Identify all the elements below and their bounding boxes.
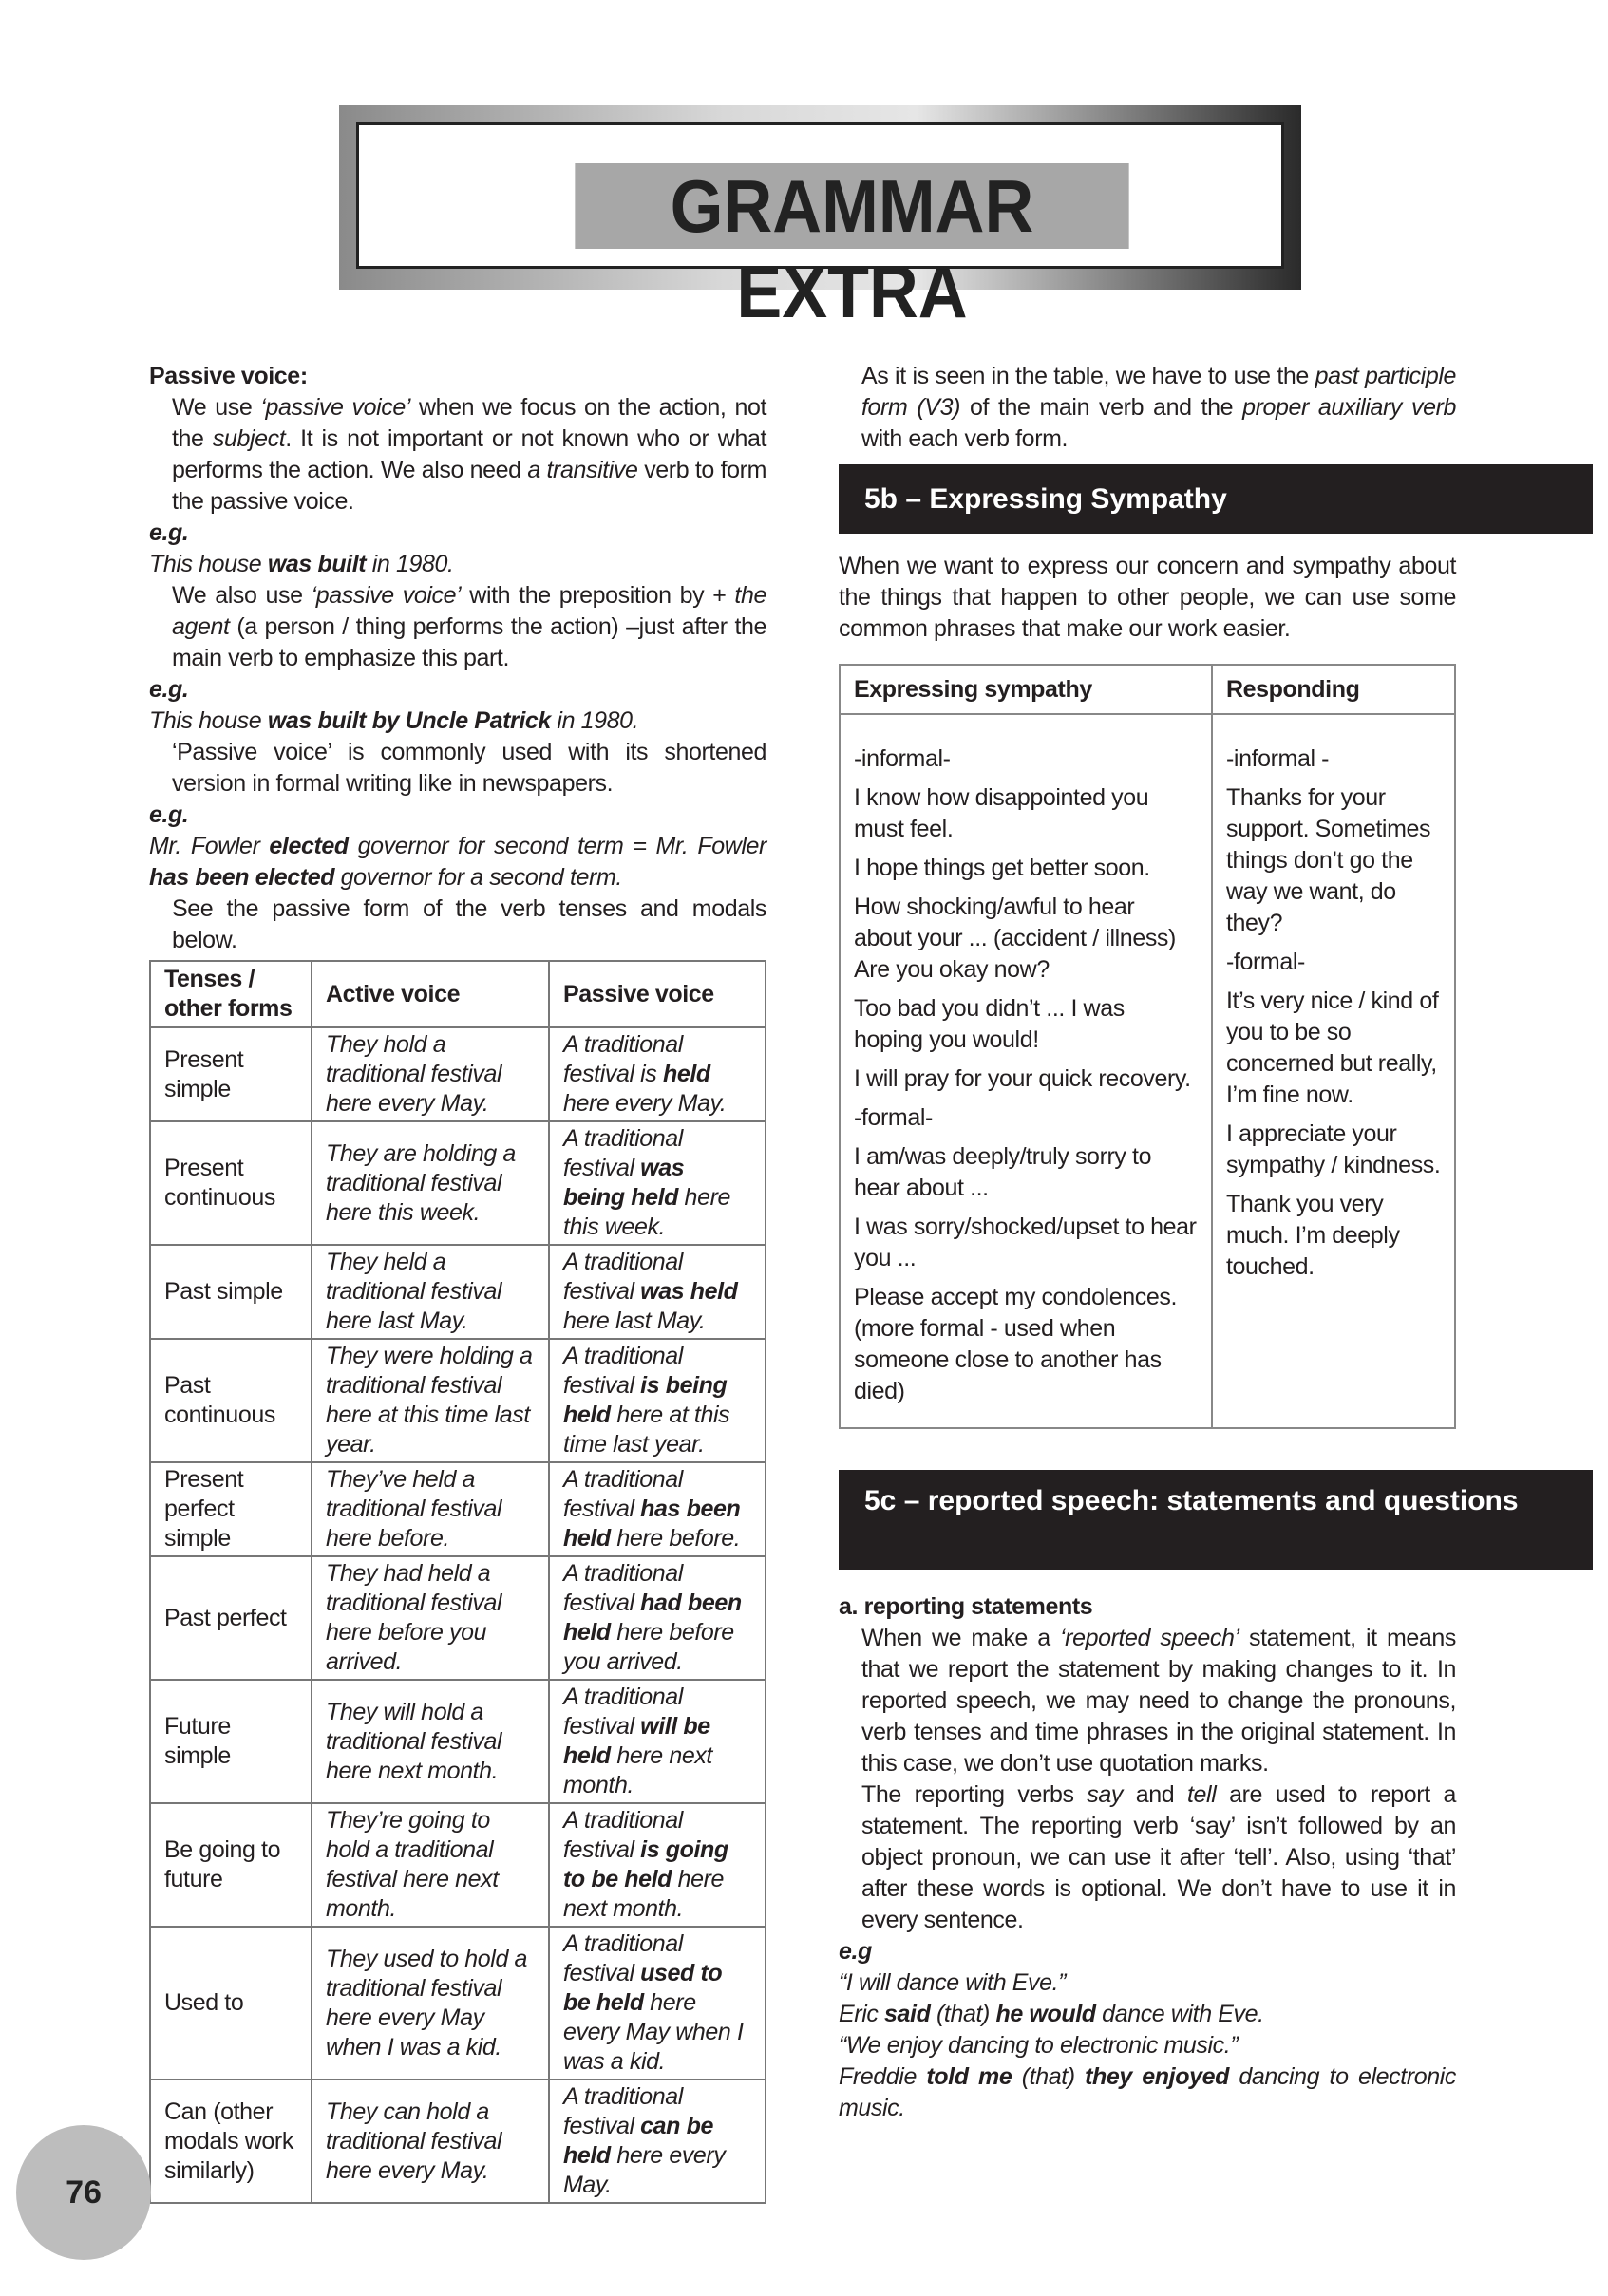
active-voice-cell: They had held a traditional festival here before you arrived.: [312, 1556, 549, 1680]
active-voice-cell: They used to hold a traditional festival here every May when I was a kid.: [312, 1927, 549, 2080]
text-run: will be held: [563, 1713, 710, 1769]
text-run: told me: [926, 2063, 1012, 2090]
text-run: here before you arrived.: [563, 1619, 734, 1675]
text-run: proper auxiliary verb: [1242, 394, 1456, 421]
text-run: A traditional festival: [563, 1466, 683, 1522]
page-number: 76: [16, 2125, 151, 2260]
text-run: here every May.: [563, 1090, 727, 1117]
text-run: e.g.: [149, 801, 189, 828]
phrase-item: It’s very nice / kind of you to be so concerned but really, I’m fine now.: [1226, 988, 1439, 1108]
text-run: held: [662, 1061, 710, 1087]
text-run: ‘reported speech’: [1059, 1625, 1239, 1651]
table-row: [150, 1339, 766, 1462]
text-run: dancing to electronic music.: [839, 2063, 1457, 2121]
text-run: elected: [269, 833, 349, 859]
text-run: A traditional festival: [563, 1249, 683, 1305]
text-run: A traditional festival: [563, 1930, 683, 1986]
text-run: (that): [930, 2001, 996, 2027]
text-run: was being held: [563, 1155, 685, 1211]
tense-cell: Present perfect simple: [150, 1462, 312, 1556]
text-run: a transitive: [527, 457, 638, 483]
text-run: verb to form the passive voice.: [172, 457, 766, 515]
passive-voice-cell: [549, 1556, 766, 1680]
text-run: was held: [640, 1278, 738, 1305]
text-run: e.g.: [149, 519, 189, 546]
active-voice-cell: They held a traditional festival here last May.: [312, 1245, 549, 1339]
text-run: was built: [267, 551, 367, 577]
text-run: . It is not important or not known who or what performs the action. We also need: [172, 425, 767, 483]
text-run: e.g.: [149, 676, 189, 703]
text-run: here every May when I was a kid.: [563, 1989, 744, 2075]
text-run: governor for a second term.: [334, 864, 622, 891]
example-label: [839, 1936, 1456, 1967]
phrase-item: Too bad you didn’t ... I was hoping you would!: [854, 995, 1125, 1053]
text-run: with each verb form.: [861, 425, 1069, 452]
text-run: in 1980.: [550, 707, 639, 734]
text-run: used to be held: [563, 1960, 723, 2016]
text-run: here next month.: [563, 1866, 725, 1922]
section-5c-body: [839, 1591, 1456, 2124]
tense-cell: Can (other modals work similarly): [150, 2080, 312, 2203]
text-run: here this week.: [563, 1184, 730, 1240]
table-row: [150, 1803, 766, 1927]
header-banner: [339, 105, 1301, 333]
text-run: ‘passive voice’: [260, 394, 410, 421]
text-run: said: [884, 2001, 931, 2027]
text-run: here at this time last year.: [563, 1402, 730, 1458]
passive-voice-cell: [549, 1027, 766, 1121]
tense-cell: Past perfect: [150, 1556, 312, 1680]
paragraph: [839, 1999, 1456, 2030]
text-run: governor for second term = Mr. Fowler: [348, 833, 766, 859]
text-run: the agent: [172, 582, 766, 640]
text-run: when we focus on the action, not the: [172, 394, 767, 452]
passive-voice-cell: [549, 1121, 766, 1245]
passive-voice-cell: [549, 1462, 766, 1556]
active-voice-cell: They’re going to hold a traditional festival here next month.: [312, 1803, 549, 1927]
text-run: dance with Eve.: [1095, 2001, 1264, 2027]
paragraph: [149, 392, 766, 518]
responding-phrases-cell: [1212, 714, 1455, 1428]
text-run: A traditional festival is: [563, 1031, 683, 1087]
text-run: was built by Uncle Patrick: [267, 707, 551, 734]
text-run: The reporting verbs: [861, 1781, 1088, 1808]
text-run: Eric: [839, 2001, 885, 2027]
example-label: [149, 674, 766, 706]
text-run: with the preposition by +: [461, 582, 735, 609]
tense-cell: Past continuous: [150, 1339, 312, 1462]
paragraph: [839, 2030, 1456, 2061]
column-header: Active voice: [312, 961, 549, 1027]
subsection-heading: a. reporting statements: [839, 1593, 1093, 1620]
text-run: e.g: [839, 1938, 872, 1965]
section-heading: Passive voice:: [149, 363, 308, 389]
active-voice-cell: They will hold a traditional festival here next month.: [312, 1680, 549, 1803]
text-run: in 1980.: [366, 551, 454, 577]
paragraph: [839, 1623, 1456, 1779]
active-voice-cell: They are holding a traditional festival here this week.: [312, 1121, 549, 1245]
passive-voice-section: [149, 361, 766, 956]
tense-cell: Future simple: [150, 1680, 312, 1803]
section-5c-heading: 5c – reported speech: statements and questions: [839, 1470, 1593, 1570]
text-run: here every May.: [563, 2142, 726, 2198]
passive-voice-cell: [549, 1927, 766, 2080]
table-row: [150, 1027, 766, 1121]
section-5b-text: When we want to express our concern and sympathy about the things that happen to other people, we can use some common phrases that make our work easier.: [839, 553, 1456, 642]
paragraph: [149, 580, 766, 674]
paragraph: [149, 549, 766, 580]
reported-speech-paragraphs: [839, 1623, 1456, 2124]
text-run: had been held: [563, 1590, 742, 1646]
intro-paragraph: [839, 361, 1456, 455]
column-header: Passive voice: [549, 961, 766, 1027]
paragraph: [149, 706, 766, 737]
phrase-item: I am/was deeply/truly sorry to hear about ...: [854, 1143, 1152, 1201]
table-row: [150, 1680, 766, 1803]
text-run: has been held: [563, 1496, 741, 1552]
text-run: he would: [995, 2001, 1096, 2027]
page-title: GRAMMAR EXTRA: [575, 163, 1128, 249]
text-run: A traditional festival: [563, 1807, 683, 1863]
paragraph: [839, 1779, 1456, 1936]
tense-cell: Past simple: [150, 1245, 312, 1339]
text-run: Mr. Fowler: [149, 833, 270, 859]
text-run: subject: [212, 425, 286, 452]
passive-voice-table: [149, 960, 766, 2204]
text-run: is going to be held: [563, 1836, 728, 1892]
text-run: We use: [172, 394, 261, 421]
passive-voice-cell: [549, 1339, 766, 1462]
passive-voice-cell: [549, 1680, 766, 1803]
passive-voice-cell: [549, 1245, 766, 1339]
text-run: ‘passive voice’: [311, 582, 462, 609]
passive-voice-cell: [549, 1803, 766, 1927]
text-run: A traditional festival: [563, 1125, 683, 1181]
text-run: A traditional festival: [563, 1560, 683, 1616]
active-voice-cell: They’ve held a traditional festival here before.: [312, 1462, 549, 1556]
phrase-item: Thank you very much. I’m deeply touched.: [1226, 1191, 1400, 1280]
passive-voice-cell: [549, 2080, 766, 2203]
right-column-intro: [839, 361, 1456, 455]
text-run: When we make a: [861, 1625, 1060, 1651]
text-run: (that): [1012, 2063, 1086, 2090]
phrase-item: I appreciate your sympathy / kindness.: [1226, 1120, 1441, 1178]
paragraph: [149, 831, 766, 894]
phrase-item: I know how disappointed you must feel.: [854, 784, 1149, 842]
tense-cell: Be going to future: [150, 1803, 312, 1927]
text-run: A traditional festival: [563, 1343, 683, 1399]
tense-cell: Present continuous: [150, 1121, 312, 1245]
table-row: [150, 2080, 766, 2203]
section-5b-text-block: [839, 551, 1456, 645]
column-header: Expressing sympathy: [840, 665, 1212, 714]
text-run: (a person / thing performs the action) –just after the main verb to emphasize this part.: [172, 613, 766, 671]
text-run: See the passive form of the verb tenses and modals below.: [172, 895, 766, 953]
sympathy-table: [839, 664, 1456, 1429]
phrase-item: Thanks for your support. Sometimes things don’t go the way we want, do they?: [1226, 784, 1431, 936]
text-run: of the main verb and the: [960, 394, 1243, 421]
header-frame: [356, 122, 1284, 333]
table-row: [150, 1462, 766, 1556]
phrase-item: -formal-: [854, 1104, 933, 1131]
text-run: “I will dance with Eve.”: [839, 1969, 1067, 1996]
phrase-item: I was sorry/shocked/upset to hear you ...: [854, 1214, 1197, 1271]
text-run: tell: [1186, 1781, 1217, 1808]
text-run: is being held: [563, 1372, 728, 1428]
text-run: statement, it means that we report the statement by making changes to it. In reported speech, we may need to change the pronouns, verb tenses and time phrases in the original statement. In this case, we don’t use quotation marks.: [861, 1625, 1456, 1777]
text-run: has been elected: [149, 864, 335, 891]
paragraph: [149, 894, 766, 956]
paragraph: [839, 1967, 1456, 1999]
table-row: [150, 1121, 766, 1245]
text-run: Freddie: [839, 2063, 927, 2090]
text-run: and: [1123, 1781, 1187, 1808]
paragraph: [839, 2061, 1456, 2124]
text-run: here last May.: [563, 1308, 706, 1334]
text-run: here before.: [610, 1525, 741, 1552]
phrase-item: How shocking/awful to hear about your ... (accident / illness) Are you okay now?: [854, 894, 1176, 983]
text-run: here next month.: [563, 1742, 712, 1798]
phrase-item: I will pray for your quick recovery.: [854, 1065, 1191, 1092]
active-voice-cell: They can hold a traditional festival here every May.: [312, 2080, 549, 2203]
text-run: We also use: [172, 582, 312, 609]
text-run: ‘Passive voice’ is commonly used with its shortened version in formal writing like in newspapers.: [172, 739, 766, 797]
example-label: [149, 518, 766, 549]
table-row: [150, 1927, 766, 2080]
text-run: This house: [149, 707, 268, 734]
phrase-item: I hope things get better soon.: [854, 855, 1150, 881]
text-run: can be held: [563, 2113, 713, 2169]
text-run: This house: [149, 551, 268, 577]
text-run: are used to report a statement. The reporting verb ‘say’ isn’t followed by an object pronoun, we can use it after ‘tell’. Also, using ‘that’ after these words is optional. We don’t have to use it in every sentence.: [861, 1781, 1457, 1933]
passive-voice-paragraphs: [149, 392, 766, 956]
sympathy-phrases-cell: [840, 714, 1212, 1428]
example-label: [149, 800, 766, 831]
tense-cell: Used to: [150, 1927, 312, 2080]
section-5b-heading: 5b – Expressing Sympathy: [839, 464, 1593, 534]
tense-cell: Present simple: [150, 1027, 312, 1121]
paragraph: [149, 737, 766, 800]
phrase-item: -informal-: [854, 745, 951, 772]
phrase-item: -formal-: [1226, 949, 1305, 975]
active-voice-cell: They hold a traditional festival here every May.: [312, 1027, 549, 1121]
text-run: A traditional festival: [563, 2083, 683, 2139]
text-run: past participle form (V3): [861, 363, 1456, 421]
table-row: [150, 1245, 766, 1339]
text-run: say: [1087, 1781, 1123, 1808]
text-run: A traditional festival: [563, 1684, 683, 1740]
table-row: [150, 1556, 766, 1680]
phrase-item: -informal -: [1226, 745, 1330, 772]
text-run: they enjoyed: [1085, 2063, 1229, 2090]
column-header: Tenses / other forms: [150, 961, 312, 1027]
active-voice-cell: They were holding a traditional festival here at this time last year.: [312, 1339, 549, 1462]
text-run: As it is seen in the table, we have to use the: [861, 363, 1315, 389]
phrase-item: Please accept my condolences. (more formal - used when someone close to another has died): [854, 1284, 1177, 1404]
column-header: Responding: [1212, 665, 1455, 714]
text-run: “We enjoy dancing to electronic music.”: [839, 2032, 1239, 2059]
